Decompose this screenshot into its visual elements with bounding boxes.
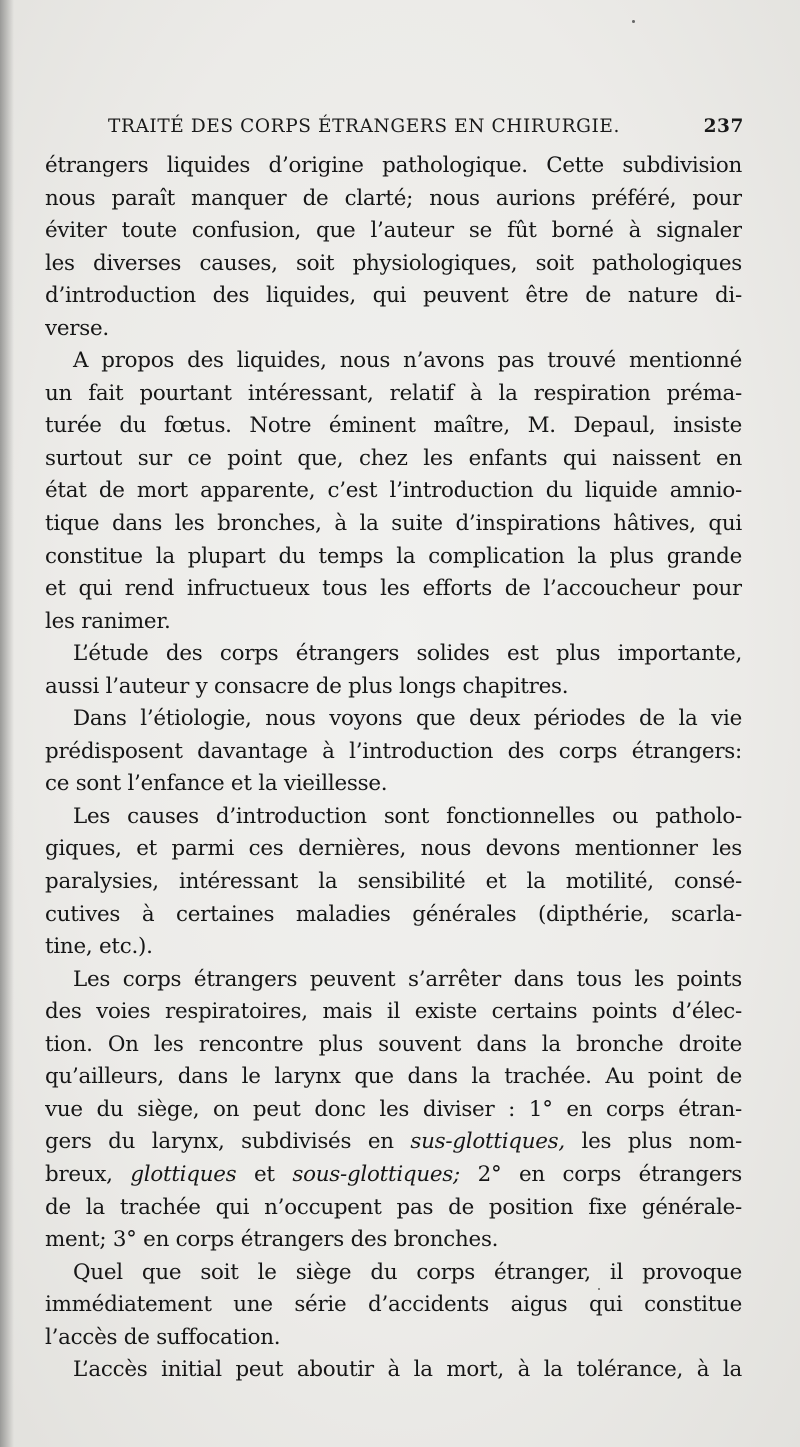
text-line — [45, 606, 742, 639]
text-segment: tion. On les rencontre plus souvent dans la bronche droite — [45, 1031, 742, 1057]
body-text — [45, 150, 742, 1387]
text-line — [45, 475, 742, 508]
text-segment: paralysies, intéressant la sensibilité et la motilité, consé- — [45, 869, 742, 895]
page-gutter-shadow — [0, 0, 14, 1447]
text-segment: des voies respiratoires, mais il existe certains points d’élec- — [45, 999, 742, 1025]
text-line — [45, 931, 742, 964]
text-line — [45, 638, 742, 671]
text-line — [45, 1126, 742, 1159]
text-segment: d’introduction des liquides, qui peuvent être de nature di- — [45, 283, 742, 309]
text-segment: nous paraît manquer de clarté; nous aurions préféré, pour — [45, 185, 742, 211]
text-line — [45, 248, 742, 281]
text-line — [45, 866, 742, 899]
text-segment: vue du siège, on peut donc les diviser : 1° en corps étran- — [45, 1096, 742, 1122]
text-segment: qu’ailleurs, dans le larynx que dans la trachée. Au point de — [45, 1064, 742, 1090]
italic-term: sus-glottiques, — [410, 1129, 565, 1155]
text-segment: tine, etc.). — [45, 934, 153, 960]
text-segment: cutives à certaines maladies générales (dipthérie, scarla- — [45, 901, 742, 927]
text-line — [45, 410, 742, 443]
text-line — [45, 996, 742, 1029]
text-segment: Dans l’étiologie, nous voyons que deux périodes de la vie — [73, 706, 742, 732]
running-header — [108, 116, 744, 146]
text-segment: surtout sur ce point que, chez les enfants qui naissent en — [45, 445, 742, 471]
text-line — [45, 1159, 742, 1192]
paper-speck — [598, 1288, 600, 1290]
text-line — [45, 801, 742, 834]
text-line — [45, 378, 742, 411]
text-segment: 2° en corps étrangers — [459, 1161, 742, 1187]
text-line — [45, 703, 742, 736]
text-line — [45, 1354, 742, 1387]
text-line — [45, 345, 742, 378]
page-number: 237 — [703, 116, 744, 137]
text-line — [45, 964, 742, 997]
text-segment: éviter toute confusion, que l’auteur se fût borné à signaler — [45, 218, 742, 244]
text-line — [45, 183, 742, 216]
text-line — [45, 280, 742, 313]
text-segment: les plus nom- — [564, 1129, 742, 1155]
text-segment: ce sont l’enfance et la vieillesse. — [45, 771, 388, 797]
text-line — [45, 150, 742, 183]
text-segment: L’accès initial peut aboutir à la mort, à la tolérance, à la — [73, 1357, 742, 1383]
text-segment: les diverses causes, soit physiologiques, soit pathologiques — [45, 250, 742, 276]
text-segment: immédiatement une série d’accidents aigus qui constitue — [45, 1292, 742, 1318]
text-segment: giques, et parmi ces dernières, nous devons mentionner les — [45, 836, 742, 862]
text-line — [45, 541, 742, 574]
text-segment: étrangers liquides d’origine pathologique. Cette subdivision — [45, 153, 742, 178]
text-line — [45, 1029, 742, 1062]
text-segment: Quel que soit le siège du corps étranger, il provoque — [73, 1259, 742, 1285]
italic-term: glottiques — [130, 1161, 237, 1187]
text-segment: A propos des liquides, nous n’avons pas trouvé mentionné — [73, 348, 742, 374]
running-title: TRAITÉ DES CORPS ÉTRANGERS EN CHIRURGIE. — [108, 116, 620, 137]
text-segment: Les causes d’introduction sont fonctionnelles ou patholo- — [73, 803, 742, 829]
text-line — [45, 736, 742, 769]
text-segment: gers du larynx, subdivisés en — [45, 1129, 411, 1155]
text-segment: et qui rend infructueux tous les efforts de l’accoucheur pour — [45, 576, 742, 602]
text-line — [45, 1289, 742, 1322]
text-segment: et — [236, 1161, 293, 1187]
text-segment: verse. — [45, 315, 109, 341]
text-segment: état de mort apparente, c’est l’introduction du liquide amnio- — [45, 478, 742, 504]
text-segment: turée du fœtus. Notre éminent maître, M. Depaul, insiste — [45, 413, 742, 439]
text-line — [45, 1192, 742, 1225]
text-segment: constitue la plupart du temps la complication la plus grande — [45, 543, 742, 569]
text-line — [45, 215, 742, 248]
paper-speck — [632, 20, 635, 23]
italic-term: sous-glottiques; — [292, 1161, 460, 1187]
text-segment: l’accès de suffocation. — [45, 1324, 281, 1350]
text-segment: aussi l’auteur y consacre de plus longs chapitres. — [45, 673, 569, 699]
text-segment: de la trachée qui n’occupent pas de position fixe générale- — [45, 1194, 742, 1220]
text-segment: breux, — [45, 1161, 131, 1187]
text-line — [45, 1224, 742, 1257]
text-line — [45, 573, 742, 606]
text-segment: prédisposent davantage à l’introduction des corps étrangers: — [45, 738, 742, 764]
text-line — [45, 1094, 742, 1127]
text-line — [45, 313, 742, 346]
text-segment: ment; 3° en corps étrangers des bronches. — [45, 1227, 499, 1253]
text-line — [45, 443, 742, 476]
text-line — [45, 768, 742, 801]
text-line — [45, 1257, 742, 1290]
text-segment: un fait pourtant intéressant, relatif à la respiration préma- — [45, 380, 742, 406]
text-segment: Les corps étrangers peuvent s’arrêter dans tous les points — [73, 966, 742, 992]
text-line — [45, 1322, 742, 1355]
text-line — [45, 833, 742, 866]
text-line — [45, 1061, 742, 1094]
text-segment: L’étude des corps étrangers solides est plus importante, — [73, 641, 742, 667]
text-segment: les ranimer. — [45, 608, 171, 634]
text-line — [45, 508, 742, 541]
text-line — [45, 899, 742, 932]
text-line — [45, 671, 742, 704]
text-segment: tique dans les bronches, à la suite d’inspirations hâtives, qui — [45, 511, 742, 537]
